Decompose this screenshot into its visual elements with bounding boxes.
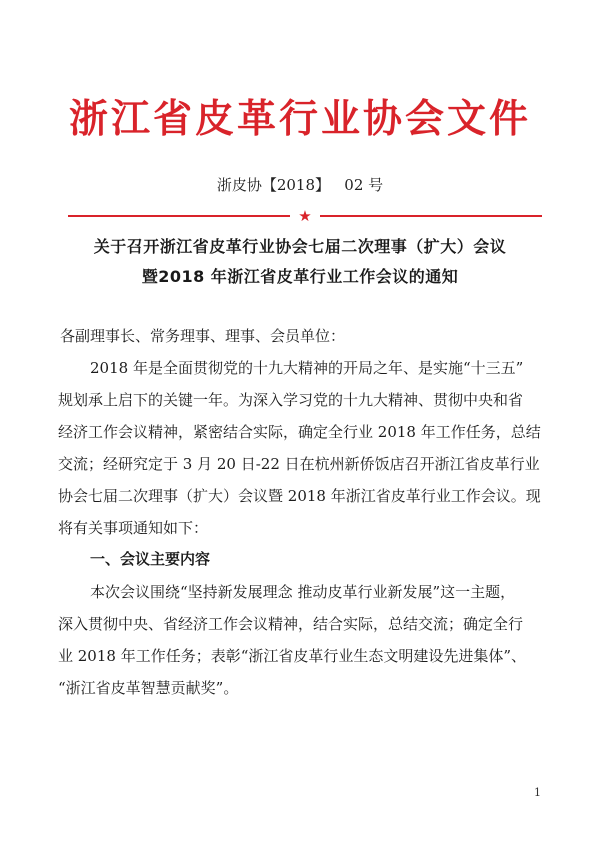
paragraph-1-line-1: 2018 年是全面贯彻党的十九大精神的开局之年、是实施“十三五”: [90, 359, 524, 377]
paragraph-1-line-6: 将有关事项通知如下：: [58, 519, 209, 537]
paragraph-2-line-3: 业 2018 年工作任务；表彰“浙江省皮革行业生态文明建设先进集体”、: [58, 647, 527, 665]
separator-line-right: [320, 215, 542, 217]
paragraph-2-line-2: 深入贯彻中央、省经济工作会议精神，结合实际，总结交流；确定全行: [58, 615, 524, 633]
red-separator: [68, 207, 542, 225]
paragraph-1-line-5: 协会七届二次理事（扩大）会议暨 2018 年浙江省皮革行业工作会议。现: [58, 487, 541, 505]
notice-title-line-2: 暨2018 年浙江省皮革行业工作会议的通知: [141, 267, 459, 286]
notice-title-line-1: 关于召开浙江省皮革行业协会七届二次理事（扩大）会议: [93, 237, 507, 256]
star-icon: ★: [298, 207, 312, 225]
section-1-heading: 一、会议主要内容: [90, 550, 211, 568]
paragraph-1-line-3: 经济工作会议精神，紧密结合实际，确定全行业 2018 年工作任务，总结: [58, 423, 541, 441]
paragraph-1-line-4: 交流；经研究定于 3 月 20 日-22 日在杭州新侨饭店召开浙江省皮革行业: [58, 455, 540, 473]
paragraph-2-line-4: “浙江省皮革智慧贡献奖”。: [58, 679, 239, 697]
separator-line-left: [68, 215, 290, 217]
page-number: 1: [534, 786, 541, 799]
header-title: 浙江省皮革行业协会文件: [68, 97, 531, 142]
salutation: 各副理事长、常务理事、理事、会员单位：: [60, 327, 346, 345]
paragraph-2-line-1: 本次会议围绕“坚持新发展理念 推动皮革行业新发展”这一主题，: [90, 583, 516, 601]
paragraph-1-line-2: 规划承上启下的关键一年。为深入学习党的十九大精神、贯彻中央和省: [58, 391, 524, 409]
document-number: 浙皮协【2018】 02 号: [216, 176, 384, 194]
